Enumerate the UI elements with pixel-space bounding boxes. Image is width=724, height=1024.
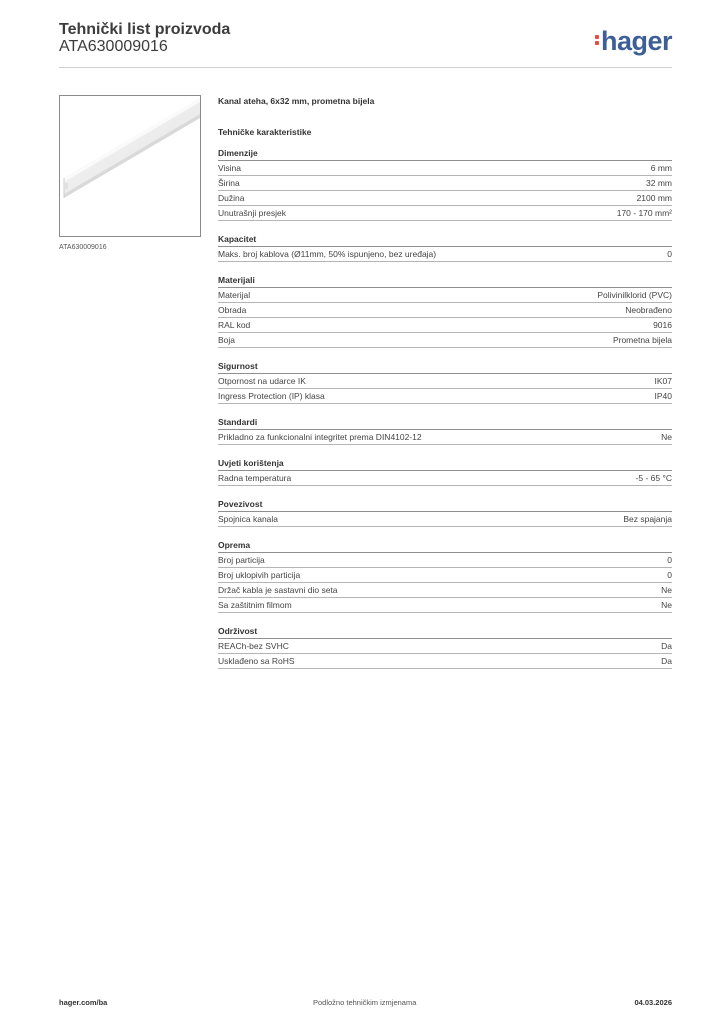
spec-row	[218, 512, 672, 527]
spec-row	[218, 583, 672, 598]
spec-row	[218, 303, 672, 318]
spec-content	[218, 96, 672, 669]
section-title: Povezivost	[218, 499, 672, 512]
spec-label: Radna temperatura	[218, 473, 292, 483]
spec-label: Držač kabla je sastavni dio seta	[218, 585, 338, 595]
spec-value: 0	[667, 249, 672, 259]
spec-row	[218, 333, 672, 348]
spec-value: Bez spajanja	[623, 514, 672, 524]
spec-value: 9016	[653, 320, 672, 330]
spec-row	[218, 161, 672, 176]
section-title: Dimenzije	[218, 148, 672, 161]
spec-row	[218, 568, 672, 583]
spec-value: 32 mm	[646, 178, 672, 188]
spec-label: Visina	[218, 163, 241, 173]
section-title: Standardi	[218, 417, 672, 430]
spec-section	[218, 540, 672, 613]
spec-label: RAL kod	[218, 320, 251, 330]
spec-sections	[218, 148, 672, 669]
spec-section	[218, 458, 672, 486]
spec-row	[218, 206, 672, 221]
product-title: Kanal ateha, 6x32 mm, prometna bijela	[218, 96, 375, 106]
spec-label: Širina	[218, 178, 240, 188]
spec-row	[218, 318, 672, 333]
spec-row	[218, 247, 672, 262]
spec-label: Materijal	[218, 290, 251, 300]
spec-label: Spojnica kanala	[218, 514, 279, 524]
footer-note: Podložno tehničkim izmjenama	[313, 998, 417, 1007]
spec-value: Da	[661, 656, 672, 666]
section-title: Oprema	[218, 540, 672, 553]
spec-section	[218, 361, 672, 404]
spec-value: Ne	[661, 432, 672, 442]
spec-label: Unutrašnji presjek	[218, 208, 287, 218]
spec-label: REACh-bez SVHC	[218, 641, 289, 651]
product-image	[59, 95, 201, 237]
spec-section	[218, 234, 672, 262]
spec-section	[218, 148, 672, 221]
spec-row	[218, 639, 672, 654]
spec-row	[218, 654, 672, 669]
spec-row	[218, 430, 672, 445]
footer-date: 04.03.2026	[634, 998, 672, 1007]
spec-section	[218, 499, 672, 527]
spec-label: Obrada	[218, 305, 247, 315]
spec-label: Maks. broj kablova (Ø11mm, 50% ispunjeno, bez uređaja)	[218, 249, 437, 259]
spec-row	[218, 553, 672, 568]
spec-section	[218, 626, 672, 669]
logo-dots-icon	[595, 33, 600, 47]
spec-row	[218, 471, 672, 486]
spec-value: 0	[667, 570, 672, 580]
spec-value: Prometna bijela	[612, 335, 672, 345]
spec-label: Usklađeno sa RoHS	[218, 656, 295, 666]
spec-row	[218, 389, 672, 404]
spec-row	[218, 191, 672, 206]
spec-row	[218, 176, 672, 191]
spec-row	[218, 288, 672, 303]
spec-label: Dužina	[218, 193, 245, 203]
spec-value: Ne	[661, 585, 672, 595]
spec-value: 2100 mm	[636, 193, 672, 203]
section-title: Materijali	[218, 275, 672, 288]
spec-label: Boja	[218, 335, 236, 345]
header-divider	[59, 67, 672, 68]
hager-logo	[595, 26, 672, 57]
spec-label: Prikladno za funkcionalni integritet prema DIN4102-12	[218, 432, 422, 442]
page-title: Tehnički list proizvoda	[59, 21, 231, 38]
spec-value: 170 - 170 mm²	[616, 208, 672, 218]
spec-value: 0	[667, 555, 672, 565]
section-title: Održivost	[218, 626, 672, 639]
logo-text: hager	[600, 26, 672, 56]
image-caption: ATA630009016	[59, 244, 107, 251]
spec-row	[218, 598, 672, 613]
footer-website[interactable]: hager.com/ba	[59, 998, 108, 1007]
section-title: Kapacitet	[218, 234, 672, 247]
section-title: Sigurnost	[218, 361, 672, 374]
tech-heading: Tehničke karakteristike	[218, 127, 312, 137]
spec-section	[218, 417, 672, 445]
spec-label: Sa zaštitnim filmom	[218, 600, 292, 610]
spec-value: 6 mm	[650, 163, 672, 173]
spec-label: Otpornost na udarce IK	[218, 376, 306, 386]
spec-value: Polivinilklorid (PVC)	[597, 290, 672, 300]
spec-value: Ne	[661, 600, 672, 610]
spec-value: Neobrađeno	[625, 305, 672, 315]
cable-duct-illustration	[60, 96, 200, 236]
spec-value: IK07	[654, 376, 672, 386]
section-title: Uvjeti korištenja	[218, 458, 672, 471]
spec-value: Da	[661, 641, 672, 651]
spec-label: Broj uklopivih particija	[218, 570, 301, 580]
product-code: ATA630009016	[59, 38, 168, 55]
spec-section	[218, 275, 672, 348]
spec-value: IP40	[654, 391, 672, 401]
spec-value: -5 - 65 °C	[635, 473, 672, 483]
spec-row	[218, 374, 672, 389]
spec-label: Ingress Protection (IP) klasa	[218, 391, 325, 401]
spec-label: Broj particija	[218, 555, 265, 565]
